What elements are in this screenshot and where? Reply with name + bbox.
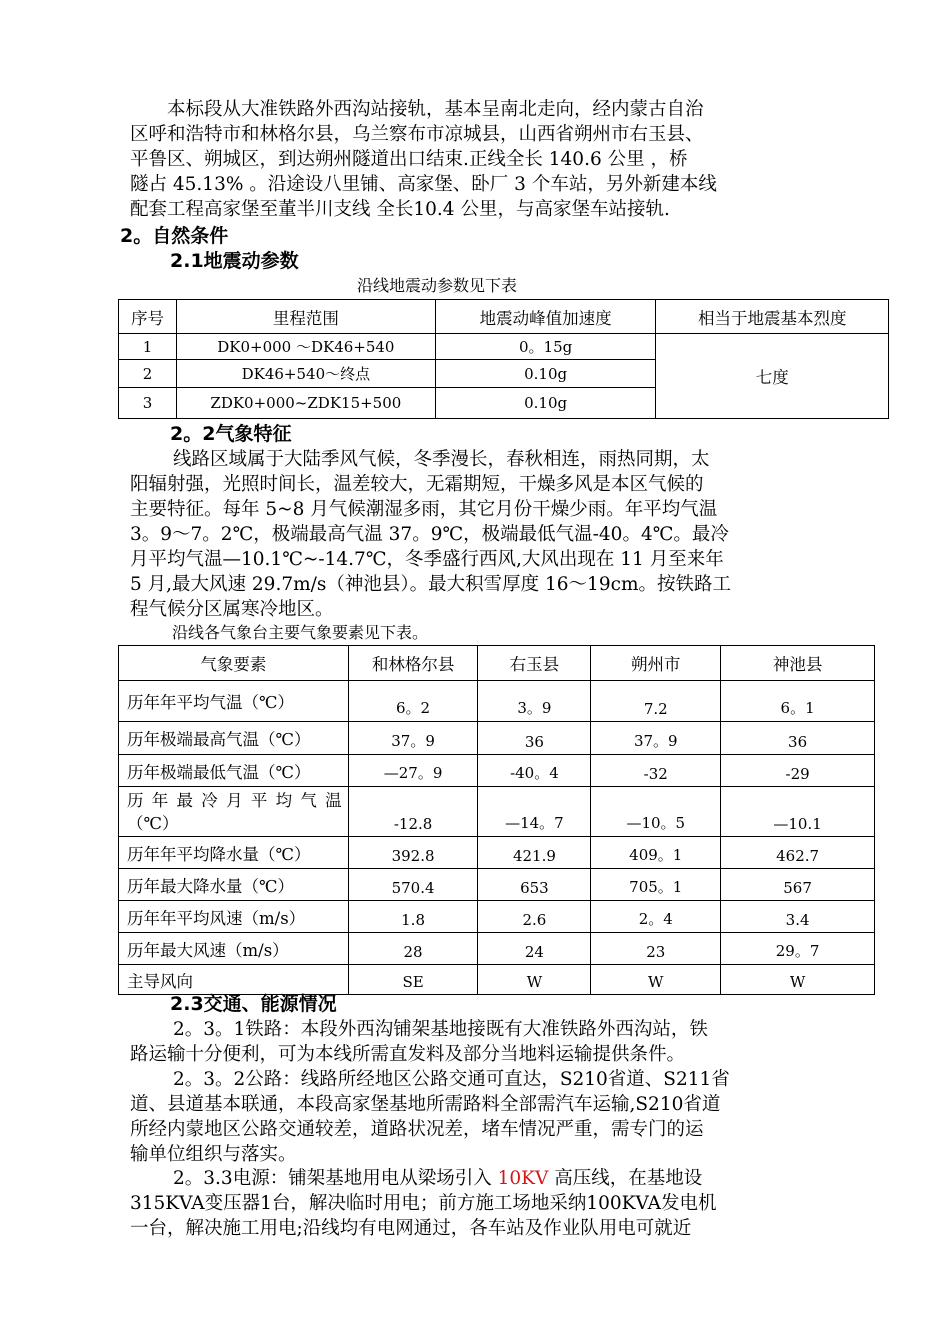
voltage-highlight: 10KV [497, 1168, 549, 1189]
table-cell: 24 [478, 933, 591, 965]
table-cell: 37。9 [591, 722, 721, 755]
section-heading-climate: 2。2气象特征 [170, 423, 292, 445]
railway-line: 2。3。1铁路：本段外西沟铺架基地接既有大准铁路外西沟站，铁 [173, 1019, 708, 1040]
table-cell: 2。4 [591, 901, 721, 933]
table-cell: 36 [721, 722, 875, 755]
table-cell: —10.1 [721, 787, 875, 837]
intro-paragraph [130, 97, 830, 222]
table-cell: 567 [721, 869, 875, 901]
power-line: 一台，解决施工用电;沿线均有电网通过，各车站及作业队用电可就近 [130, 1218, 692, 1239]
climate-line: 5 月,最大风速 29.7m/s（神池县）。最大积雪厚度 16～19cm。按铁路工 [130, 574, 731, 595]
table-cell: —14。7 [478, 787, 591, 837]
table-row [119, 869, 875, 901]
climate-line: 主要特征。每年 5~8 月气候潮湿多雨，其它月份干燥少雨。年平均气温 [130, 499, 718, 520]
highway-line: 道、县道基本联通，本段高家堡基地所需路料全部需汽车运输,S210省道 [130, 1094, 721, 1115]
table-row [119, 933, 875, 965]
climate-table [118, 645, 875, 995]
header-cell: 右玉县 [478, 646, 591, 681]
row-label: 历年极端最低气温（℃） [119, 755, 349, 787]
table-row [119, 681, 875, 722]
table-cell: 0.10g [435, 388, 656, 419]
row-label: 历年年平均降水量（℃） [119, 837, 349, 869]
row-label: 历 年 最 冷 月 平 均 气 温（℃） [119, 787, 349, 837]
highway-line: 所经内蒙地区公路交通较差，道路状况差，堵车情况严重，需专门的运 [130, 1119, 704, 1140]
header-cell: 朔州市 [591, 646, 721, 681]
table-cell: 421.9 [478, 837, 591, 869]
table-row [119, 722, 875, 755]
power-line [130, 1166, 830, 1191]
table-cell: 392.8 [348, 837, 478, 869]
table-cell: 23 [591, 933, 721, 965]
table-cell: -29 [721, 755, 875, 787]
table-cell: 3.4 [721, 901, 875, 933]
intro-line: 配套工程高家堡至董半川支线 全长10.4 公里，与高家堡车站接轨. [130, 199, 670, 220]
table-cell: —27。9 [348, 755, 478, 787]
table-row [119, 901, 875, 933]
section-heading-transport-energy: 2.3交通、能源情况 [170, 993, 337, 1015]
section-heading-natural-conditions: 2。自然条件 [120, 225, 229, 247]
table-row [119, 334, 889, 360]
row-label: 历年年平均风速（m/s） [119, 901, 349, 933]
highway-line: 2。3。2公路：线路所经地区公路交通可直达，S210省道、S211省 [173, 1069, 730, 1090]
table-cell: 6。2 [348, 681, 478, 722]
power-text-post: 高压线，在基地设 [548, 1168, 703, 1189]
climate-line: 阳辐射强，光照时间长，温差较大，无霜期短，干燥多风是本区气候的 [130, 474, 704, 495]
table-cell: 0.10g [435, 360, 656, 388]
table-cell: 28 [348, 933, 478, 965]
table-cell: 2.6 [478, 901, 591, 933]
row-label: 历年极端最高气温（℃） [119, 722, 349, 755]
table-cell: 462.7 [721, 837, 875, 869]
intro-line: 区呼和浩特市和林格尔县，乌兰察布市凉城县，山西省朔州市右玉县、 [130, 124, 704, 145]
railway-line: 路运输十分便利，可为本线所需直发料及部分当地料运输提供条件。 [130, 1044, 686, 1065]
table-cell: 1 [119, 334, 177, 360]
header-cell: 相当于地震基本烈度 [656, 300, 889, 334]
table-cell: 570.4 [348, 869, 478, 901]
highway-line: 输单位组织与落实。 [130, 1144, 297, 1165]
table-row [119, 755, 875, 787]
table-row [119, 965, 875, 995]
highway-paragraph [130, 1067, 830, 1167]
table-cell: —10。5 [591, 787, 721, 837]
table-cell: 705。1 [591, 869, 721, 901]
table-cell: -40。4 [478, 755, 591, 787]
row-label: 主导风向 [119, 965, 349, 995]
table-row [119, 787, 875, 837]
header-cell: 气象要素 [119, 646, 349, 681]
header-cell: 神池县 [721, 646, 875, 681]
table-cell: 3。9 [478, 681, 591, 722]
table-cell: W [478, 965, 591, 995]
seismic-table-caption: 沿线地震动参数见下表 [357, 276, 518, 295]
power-paragraph [130, 1166, 830, 1241]
header-cell: 序号 [119, 300, 177, 334]
power-line: 315KVA变压器1台，解决临时用电；前方施工场地采纳100KVA发电机 [130, 1193, 717, 1214]
railway-paragraph [130, 1017, 830, 1067]
climate-table-caption: 沿线各气象台主要气象要素见下表。 [172, 623, 429, 642]
table-cell: 3 [119, 388, 177, 419]
header-cell: 地震动峰值加速度 [435, 300, 656, 334]
table-cell: 29。7 [721, 933, 875, 965]
climate-line: 月平均气温—10.1℃~-14.7℃，冬季盛行西风,大风出现在 11 月至来年 [130, 549, 724, 570]
table-cell: -12.8 [348, 787, 478, 837]
merged-intensity-cell: 七度 [656, 334, 889, 419]
intro-line: 本标段从大准铁路外西沟站接轨，基本呈南北走向，经内蒙古自治 [167, 99, 704, 120]
table-cell: 653 [478, 869, 591, 901]
intro-line: 平鲁区、朔城区，到达朔州隧道出口结束.正线全长 140.6 公里 ，桥 [130, 149, 688, 170]
table-cell: ZDK0+000~ZDK15+500 [176, 388, 435, 419]
table-cell: 2 [119, 360, 177, 388]
row-label: 历年最大降水量（℃） [119, 869, 349, 901]
table-cell: W [721, 965, 875, 995]
seismic-table [118, 299, 889, 419]
table-header-row [119, 300, 889, 334]
section-heading-seismic: 2.1地震动参数 [170, 250, 299, 272]
climate-line: 程气候分区属寒冷地区。 [130, 599, 334, 620]
table-cell: 6。1 [721, 681, 875, 722]
header-cell: 里程范围 [176, 300, 435, 334]
header-cell: 和林格尔县 [348, 646, 478, 681]
table-cell: 409。1 [591, 837, 721, 869]
row-label: 历年年平均气温（℃） [119, 681, 349, 722]
table-cell: W [591, 965, 721, 995]
table-header-row [119, 646, 875, 681]
power-text-pre: 2。3.3电源：铺架基地用电从梁场引入 [173, 1168, 498, 1189]
intro-line: 隧占 45.13% 。沿途设八里铺、高家堡、卧厂 3 个车站，另外新建本线 [130, 174, 717, 195]
table-cell: SE [348, 965, 478, 995]
table-cell: 0。15g [435, 334, 656, 360]
table-cell: 36 [478, 722, 591, 755]
table-cell: 7.2 [591, 681, 721, 722]
table-cell: -32 [591, 755, 721, 787]
table-cell: 1.8 [348, 901, 478, 933]
climate-line: 线路区域属于大陆季风气候，冬季漫长，春秋相连，雨热同期，太 [173, 449, 710, 470]
table-cell: DK0+000 ～DK46+540 [176, 334, 435, 360]
table-cell: 37。9 [348, 722, 478, 755]
climate-line: 3。9～7。2℃，极端最高气温 37。9℃，极端最低气温-40。4℃。最冷 [130, 524, 729, 545]
climate-paragraph [130, 447, 830, 622]
row-label: 历年最大风速（m/s） [119, 933, 349, 965]
table-cell: DK46+540～终点 [176, 360, 435, 388]
table-row [119, 837, 875, 869]
